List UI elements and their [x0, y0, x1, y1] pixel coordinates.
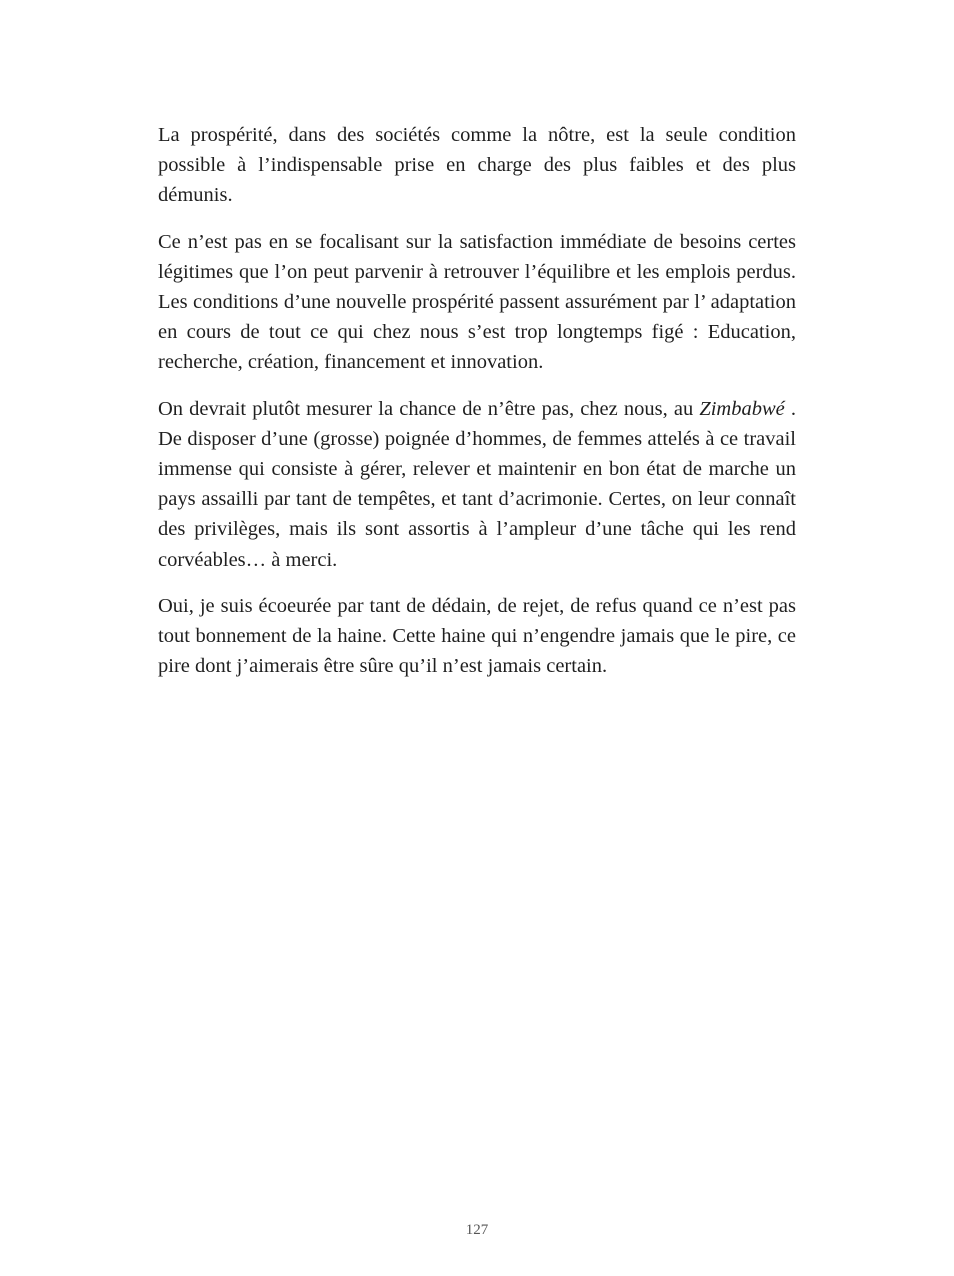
- paragraph-3-italic-term: Zimbabwé: [699, 397, 785, 420]
- page-number: 127: [465, 1222, 489, 1238]
- paragraph-1: La prospérité, dans des sociétés comme la nôtre, est la seule condition possible à l’indispensable prise en charge des plus faibles et des plus démunis.: [158, 124, 796, 207]
- paragraph-3-end: . De disposer d’une (grosse) poignée d’hommes, de femmes attelés à ce travail immense qui consiste à gérer, relever et maintenir en bon état de marche un pays assailli par tant de tempêtes, et tant d’acrimonie. Certes, on leur connaît des privilèges, mais ils sont assortis à l’ampleur d’une tâche qui les rend corvéables… à merci.: [158, 397, 796, 571]
- paragraph-3: [158, 394, 796, 575]
- body-text: [158, 120, 796, 697]
- paragraph-3-start: On devrait plutôt mesurer la chance de n’être pas, chez nous, au: [158, 397, 700, 420]
- paragraph-2: Ce n’est pas en se focalisant sur la satisfaction immédiate de besoins certes légitimes que l’on peut parvenir à retrouver l’équilibre et les emplois perdus. Les conditions d’une nouvelle prospérité passent assurément par l’ adaptation en cours de tout ce qui chez nous s’est trop longtemps figé : Education, recherche, création, financement et innovation.: [158, 230, 796, 374]
- paragraph-4: Oui, je suis écoeurée par tant de dédain, de rejet, de refus quand ce n’est pas tout bonnement de la haine. Cette haine qui n’engendre jamais que le pire, ce pire dont j’aimerais être sûre qu’il n’est jamais certain.: [158, 594, 796, 678]
